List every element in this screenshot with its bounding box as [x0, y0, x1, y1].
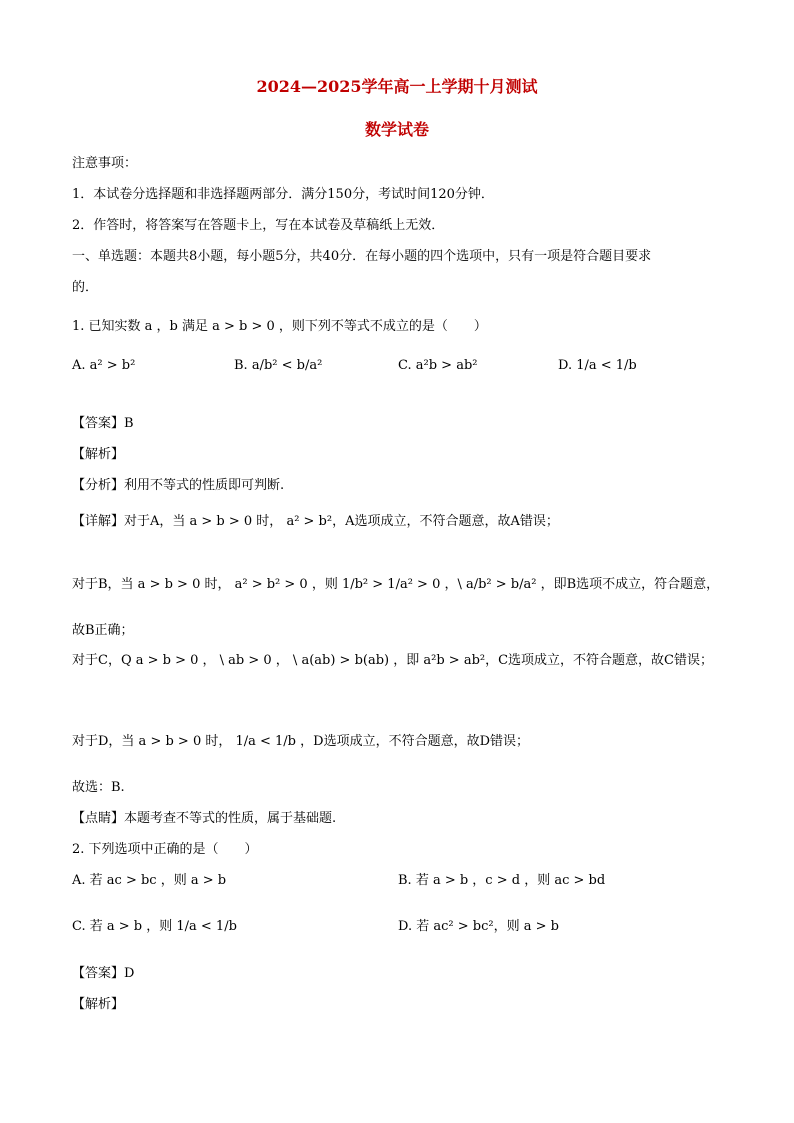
- q1-option-a-text: A. a² > b²: [72, 358, 136, 373]
- q1-option-c-text: C. a²b > ab²: [398, 358, 478, 373]
- notice-item-1: 1．本试卷分选择题和非选择题两部分．满分150分，考试时间120分钟．: [72, 187, 494, 202]
- section-heading-line2: 的．: [72, 280, 99, 295]
- question-1-stem-text: 1. 已知实数 a ，b 满足 a > b > 0 ，则下列不等式不成立的是（ ）: [72, 319, 487, 334]
- q1-detail-a: 【详解】对于A，当 a > b > 0 时， a² > b²，A选项成立，不符合题意，故A错误；: [72, 514, 559, 529]
- q1-dianjing: 【点睛】本题考查不等式的性质，属于基础题.: [72, 811, 337, 826]
- notice-heading: 注意事项：: [72, 156, 138, 171]
- q1-detail-c: 对于C，Q a > b > 0 ， \ ab > 0 ， \ a(ab) > b(ab) ，即 a²b > ab²，C选项成立，不符合题意，故C错误；: [72, 653, 713, 668]
- q2-option-c: C. 若 a > b ，则 1/a < 1/b: [72, 919, 237, 934]
- q1-option-d: [558, 358, 637, 373]
- q2-option-b: B. 若 a > b ，c > d ，则 ac > bd: [398, 873, 606, 888]
- q1-option-a: [72, 358, 135, 373]
- question-2-stem: 2. 下列选项中正确的是（ ）: [72, 842, 258, 857]
- page-subtitle: 数学试卷: [364, 120, 429, 139]
- q1-option-b: [234, 358, 322, 373]
- q1-option-c: [398, 358, 477, 373]
- question-1-stem: [72, 315, 487, 334]
- q1-fenxi: 【分析】利用不等式的性质即可判断.: [72, 478, 285, 493]
- notice-item-2: 2．作答时，将答案写在答题卡上，写在本试卷及草稿纸上无效．: [72, 218, 445, 233]
- q1-detail-b: 对于B，当 a > b > 0 时， a² > b² > 0 ，则 1/b² > 1/a² > 0 ，\ a/b² > b/a² ，即B选项不成立，符合题意，故B正确；: [72, 577, 720, 638]
- q1-option-d-text: D. 1/a < 1/b: [558, 358, 637, 373]
- q1-jiexi: 【解析】: [72, 447, 125, 462]
- q2-option-a: A. 若 ac > bc ，则 a > b: [72, 873, 227, 888]
- q1-choose: 故选：B.: [72, 780, 125, 795]
- q2-answer: 【答案】D: [72, 966, 135, 981]
- q2-option-d: D. 若 ac² > bc²，则 a > b: [398, 919, 559, 934]
- q2-jiexi: 【解析】: [72, 997, 125, 1012]
- q1-detail-d: 对于D，当 a > b > 0 时， 1/a < 1/b ，D选项成立，不符合题意，故D错误；: [72, 734, 529, 749]
- section-heading-line1: 一、单选题：本题共8小题，每小题5分，共40分．在每小题的四个选项中，只有一项是符合题目要求: [72, 249, 652, 264]
- q1-option-b-text: B. a/b² < b/a²: [234, 358, 323, 373]
- page-title: 2024—2025学年高一上学期十月测试: [256, 77, 538, 96]
- q1-answer: 【答案】B: [72, 416, 134, 431]
